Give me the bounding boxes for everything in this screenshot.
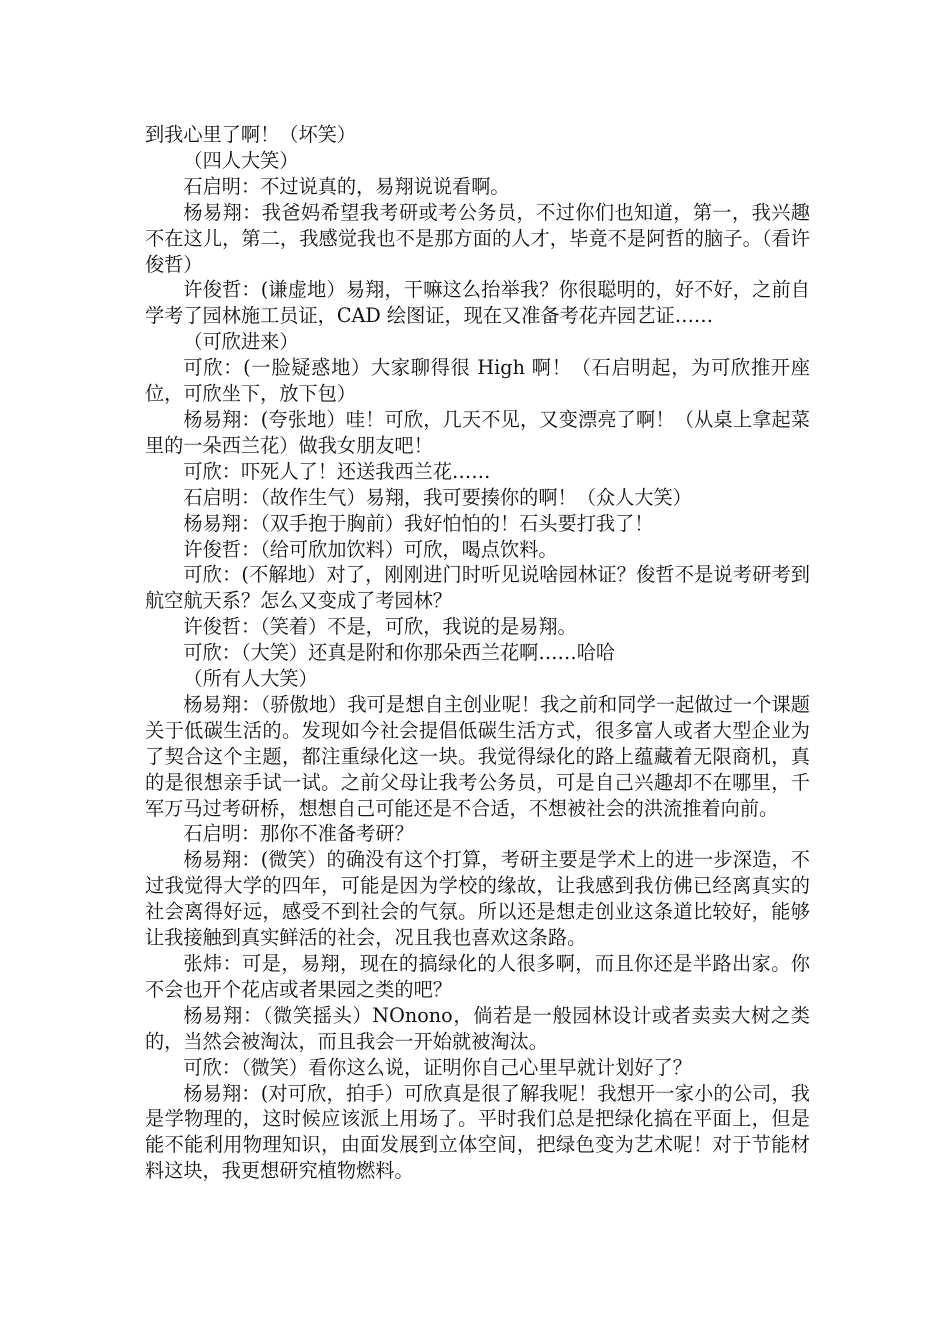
paragraph: 杨易翔：(微笑）的确没有这个打算，考研主要是学术上的进一步深造，不过我觉得大学的四年，可能是因为学校的缘故，让我感到我仿佛已经离真实的社会离得好远，感受不到社会的气氛。所以还是想走创业这条道比较好，能够让我接触到真实鲜活的社会，况且我也喜欢这条路。 — [145, 848, 810, 950]
paragraph: 杨易翔：(对可欣，拍手）可欣真是很了解我呢！我想开一家小的公司，我是学物理的，这时候应该派上用场了。平时我们总是把绿化搞在平面上，但是能不能利用物理知识，由面发展到立体空间，把绿色变为艺术呢！对于节能材料这块，我更想研究植物燃料。 — [145, 1081, 810, 1183]
paragraph: 杨易翔：我爸妈希望我考研或考公务员，不过你们也知道，第一，我兴趣不在这儿，第二，我感觉我也不是那方面的人才，毕竟不是阿哲的脑子。（看许俊哲） — [145, 200, 810, 276]
paragraph: 许俊哲：(谦虚地）易翔，干嘛这么抬举我？你很聪明的，好不好，之前自学考了园林施工员证，CAD 绘图证，现在又准备考花卉园艺证…… — [145, 278, 810, 328]
document-body — [145, 122, 810, 1184]
paragraph: 张炜：可是，易翔，现在的搞绿化的人很多啊，而且你还是半路出家。你不会也开个花店或者果园之类的吧？ — [145, 952, 810, 1001]
paragraph: 许俊哲：（给可欣加饮料）可欣，喝点饮料。 — [183, 537, 558, 561]
paragraph: （四人大笑） — [183, 148, 299, 172]
paragraph: 杨易翔：(夸张地）哇！可欣，几天不见，又变漂亮了啊！（从桌上拿起菜里的一朵西兰花）做我女朋友吧！ — [145, 407, 810, 457]
paragraph: 石启明：那你不准备考研？ — [183, 822, 414, 846]
paragraph: 可欣：（大笑）还真是附和你那朵西兰花啊……哈哈 — [183, 641, 616, 665]
paragraph: 可欣：(一脸疑惑地）大家聊得很 High 啊！（石启明起，为可欣推开座位，可欣坐下，放下包） — [145, 356, 810, 406]
paragraph: 杨易翔：（微笑摇头）NOnono，倘若是一般园林设计或者卖卖大树之类的，当然会被淘汰，而且我会一开始就被淘汰。 — [145, 1003, 810, 1053]
paragraph: 许俊哲：（笑着）不是，可欣，我说的是易翔。 — [183, 615, 577, 639]
paragraph: 杨易翔：（双手抱于胸前）我好怕怕的！石头要打我了！ — [183, 511, 654, 535]
paragraph: （可欣进来） — [183, 330, 299, 354]
paragraph: 可欣：(不解地）对了，刚刚进门时听见说啥园林证？俊哲不是说考研考到航空航天系？怎么又变成了考园林？ — [145, 563, 810, 613]
paragraph: 可欣：（微笑）看你这么说，证明你自己心里早就计划好了？ — [183, 1055, 692, 1079]
paragraph: （所有人大笑） — [183, 667, 318, 691]
paragraph: 到我心里了啊！（坏笑） — [145, 123, 357, 146]
paragraph: 可欣：吓死人了！还送我西兰花…… — [183, 459, 491, 483]
paragraph: 石启明：不过说真的，易翔说说看啊。 — [183, 174, 510, 198]
paragraph: 杨易翔：（骄傲地）我可是想自主创业呢！我之前和同学一起做过一个课题关于低碳生活的。发现如今社会提倡低碳生活方式，很多富人或者大型企业为了契合这个主题，都注重绿化这一块。我觉得绿化的路上蕴藏着无限商机，真的是很想亲手试一试。之前父母让我考公务员，可是自己兴趣却不在哪里，千军万马过考研桥，想想自己可能还是不合适，不想被社会的洪流推着向前。 — [145, 692, 810, 820]
paragraph: 石启明：（故作生气）易翔，我可要揍你的啊！（众人大笑） — [183, 485, 692, 509]
